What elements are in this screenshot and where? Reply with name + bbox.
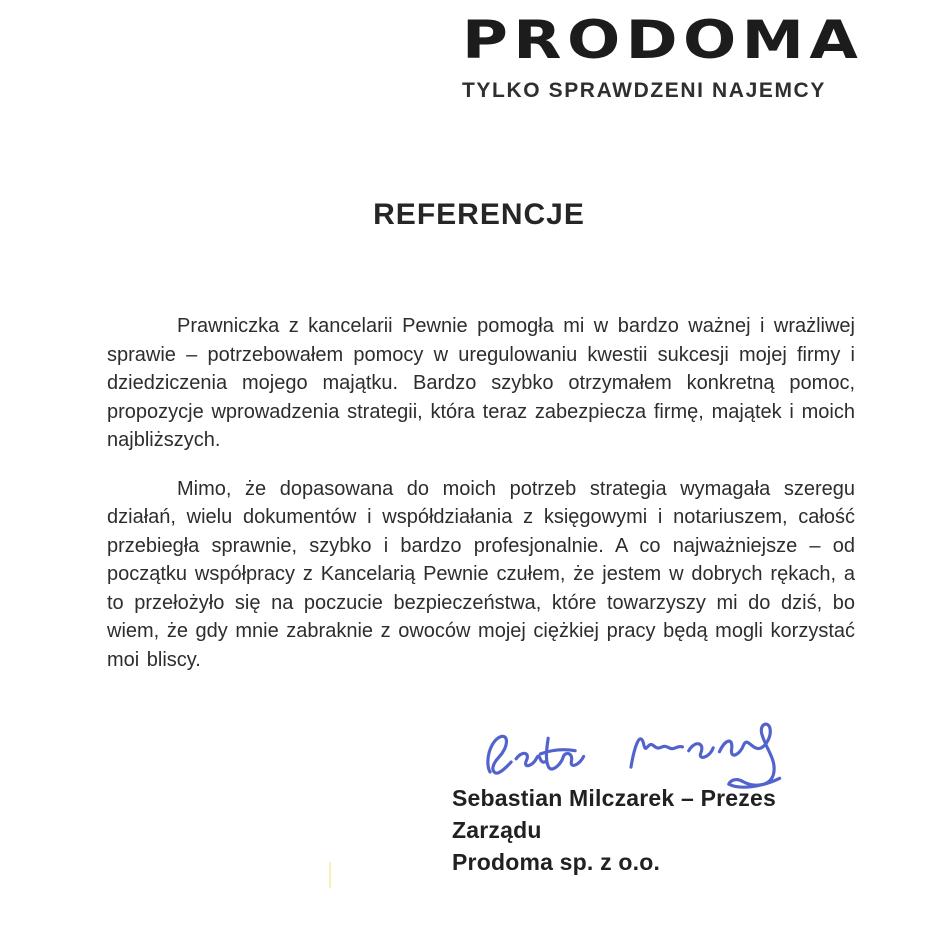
paragraph-1: Prawniczka z kancelarii Pewnie pomogła mi w bardzo ważnej i wrażliwej sprawie – potrzebowałem pomocy w uregulowaniu kwestii sukcesji mojej firmy i dziedziczenia mojego majątku. Bardzo szybko otrzymałem konkretną pomoc, propozycje wprowadzenia strategii, która teraz zabezpiecza firmę, majątek i moich najbliższych. [107,315,855,451]
logo-tagline: TYLKO SPRAWDZENI NAJEMCY [462,79,826,102]
letterhead [462,9,864,103]
signature-first-word [487,734,584,774]
letter-body [107,312,855,674]
prodoma-logo: PRODOMA [462,9,864,71]
signatory-name-title: Sebastian Milczarek – Prezes [452,785,776,811]
signature-second-word [630,724,780,791]
signature-ink [476,715,789,818]
scan-artifact-line [329,862,331,888]
signatory-title-line2: Zarządu [452,817,542,843]
signatory-company: Prodoma sp. z o.o. [452,849,661,875]
document-title: REFERENCJE [373,198,585,231]
paragraph-2: Mimo, że dopasowana do moich potrzeb strategia wymagała szeregu działań, wielu dokumentów i współdziałania z księgowymi i notariuszem, całość przebiegła sprawnie, szybko i bardzo profesjonalnie. A co najważniejsze – od początku współpracy z Kancelarią Pewnie czułem, że jestem w dobrych rękach, a to przełożyło się na poczucie bezpieczeństwa, które towarzyszy mi do dziś, bo wiem, że gdy mnie zabraknie z owoców mojej ciężkiej pracy będą mogli korzystać moi bliscy. [107,477,855,671]
